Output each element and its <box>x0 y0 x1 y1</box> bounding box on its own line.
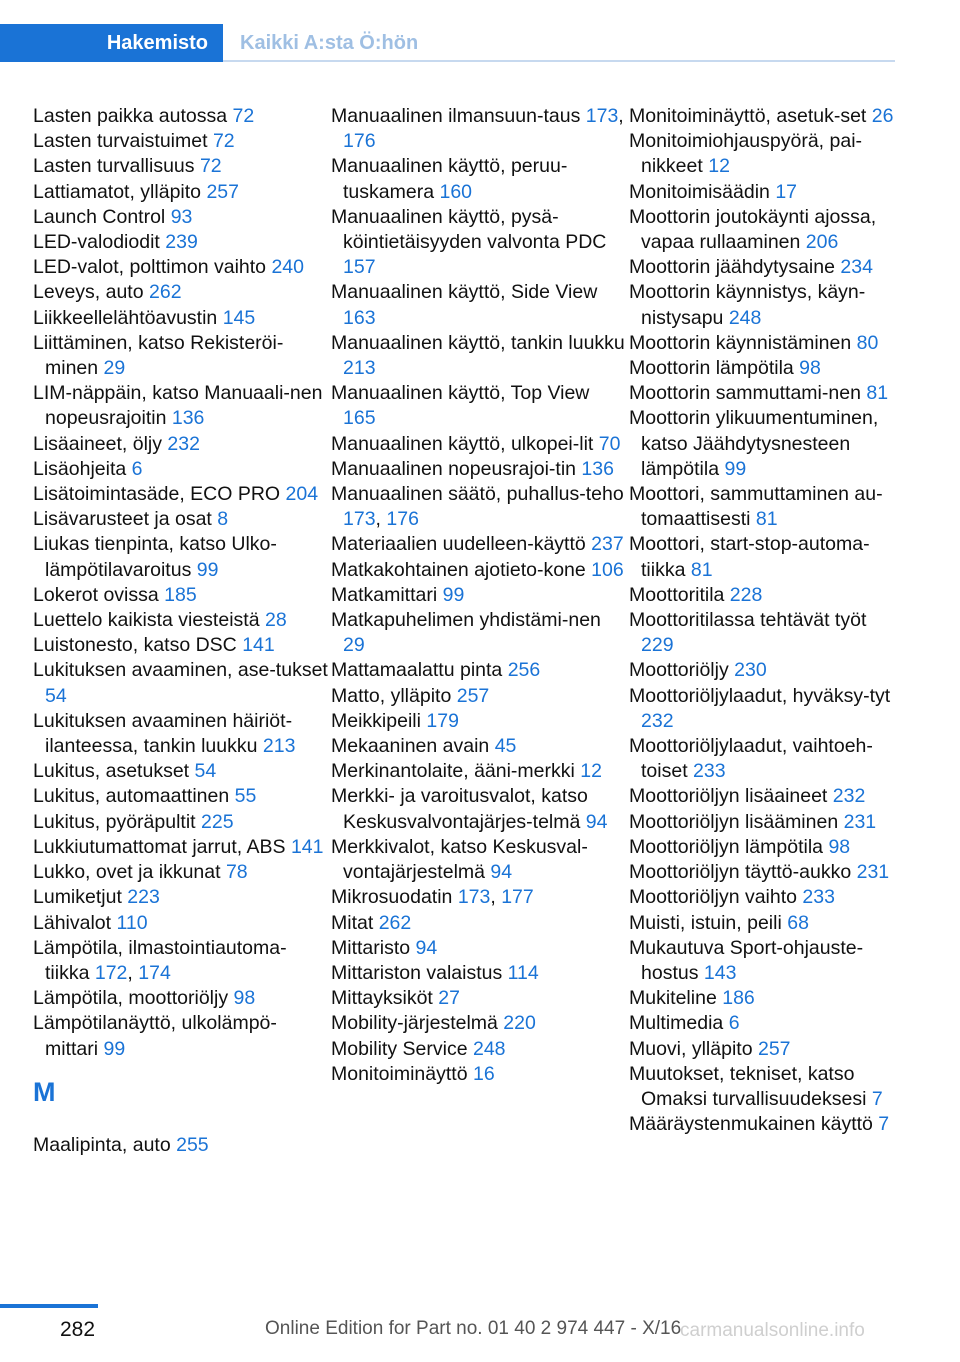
index-entry <box>33 457 329 482</box>
index-entry-term: Manuaalinen käyttö, pysä‐köintietäisyyden valvonta PDC <box>331 205 607 254</box>
index-entry-term: Manuaalinen käyttö, peruu‐tuskamera <box>331 155 568 203</box>
page-reference-link[interactable]: 185 <box>164 583 197 606</box>
page-reference-link[interactable]: 240 <box>271 256 304 279</box>
index-entry <box>33 633 329 658</box>
index-entry <box>629 356 899 381</box>
page-reference-link[interactable]: 17 <box>775 180 798 203</box>
page-reference-separator: , <box>127 961 139 984</box>
index-entry <box>331 280 627 330</box>
page-reference-link[interactable]: 213 <box>262 735 296 758</box>
index-entry-term: Lisäohjeita <box>33 457 127 480</box>
page-reference-link[interactable]: 173 <box>457 886 491 909</box>
index-entry <box>629 684 899 734</box>
index-entry-term: Leveys, auto <box>33 281 144 304</box>
index-entry <box>33 860 329 885</box>
page-reference-link[interactable]: 136 <box>171 407 205 430</box>
page-reference-link[interactable]: 257 <box>456 684 490 707</box>
page-reference-separator: , <box>490 886 502 909</box>
page-reference-link[interactable]: 262 <box>149 281 182 304</box>
index-entry <box>331 986 627 1011</box>
page-reference-link[interactable]: 29 <box>103 357 126 380</box>
index-entry <box>629 860 899 885</box>
index-entry-term: Liittäminen, katso Rekisteröi‐minen <box>33 331 284 380</box>
page-reference-link[interactable]: 7 <box>878 1113 890 1136</box>
index-entry <box>331 936 627 961</box>
index-entry-term: Lukko, ovet ja ikkunat <box>33 861 221 884</box>
index-entry <box>331 104 627 154</box>
page-reference-link[interactable]: 99 <box>196 558 219 581</box>
index-entry <box>33 306 329 331</box>
page-reference-link[interactable]: 160 <box>439 180 473 203</box>
page-reference-separator: , <box>618 105 624 127</box>
page-reference-link[interactable]: 179 <box>426 709 459 732</box>
page-reference-link[interactable]: 220 <box>503 1012 536 1035</box>
index-entry <box>33 1011 329 1061</box>
page-reference-link[interactable]: 94 <box>585 810 608 833</box>
index-entry-term: Mittariston valaistus <box>331 961 503 984</box>
index-entry-term: Lämpötilanäyttö, ulkolämpö‐mittari <box>33 1012 277 1060</box>
index-entry-term: Monitoimisäädin <box>629 180 770 203</box>
index-entry <box>331 734 627 759</box>
page-reference-link[interactable]: 165 <box>343 407 376 430</box>
section-letter: M <box>33 1076 56 1107</box>
page-reference-link[interactable]: 28 <box>264 609 287 632</box>
index-entry <box>331 608 627 658</box>
index-entry-term: Manuaalinen käyttö, tankin luukku <box>331 331 625 354</box>
index-entry <box>33 784 329 809</box>
page-reference-link[interactable]: 248 <box>728 306 762 329</box>
page-reference-link[interactable]: 81 <box>690 558 713 581</box>
index-entry-term: Moottoriöljyn vaihto <box>629 886 797 909</box>
index-entry-term: Lattiamatot, ylläpito <box>33 180 202 203</box>
index-entry <box>331 835 627 885</box>
index-entry-term: Mukiteline <box>629 987 717 1010</box>
index-entry-term: Lukitus, asetukset <box>33 760 190 783</box>
index-entry-term: Mitat <box>331 911 374 934</box>
page-reference-link[interactable]: 72 <box>199 155 222 178</box>
index-entry-term: Moottoriöljyn täyttö‐aukko <box>629 861 852 884</box>
index-entry-term: Manuaalinen nopeusrajoi‐tin <box>331 457 576 480</box>
index-entry <box>629 784 899 809</box>
page-reference-link[interactable]: 98 <box>233 987 256 1010</box>
index-entry <box>629 1037 899 1062</box>
index-entry <box>629 810 899 835</box>
page-reference-link[interactable]: 94 <box>415 936 438 959</box>
index-entry-term: Mittayksiköt <box>331 987 433 1010</box>
index-entry <box>331 381 627 431</box>
index-entry <box>33 280 329 305</box>
index-entry-term: Matto, ylläpito <box>331 684 452 707</box>
page-reference-link[interactable]: 233 <box>802 886 835 909</box>
index-entry <box>33 583 329 608</box>
index-entry-term: Manuaalinen ilmansuun‐taus <box>331 105 581 127</box>
index-entry <box>33 381 329 431</box>
index-entry <box>629 104 899 129</box>
index-entry <box>629 1062 899 1112</box>
index-entry <box>629 658 899 683</box>
tab-kaikki[interactable]: Kaikki A:sta Ö:hön <box>240 32 419 54</box>
index-entry-term: Moottorin sammuttami‐nen <box>629 382 861 405</box>
index-entry <box>331 432 627 457</box>
page-reference-link[interactable]: 110 <box>116 911 148 934</box>
index-entry <box>33 180 329 205</box>
index-entry-term: Manuaalinen säätö, puhallus‐teho <box>331 483 624 506</box>
index-entry-term: Meikkipeili <box>331 709 421 732</box>
index-entry-term: Moottori, sammuttaminen au‐tomaattisesti <box>629 483 883 531</box>
page-reference-link[interactable]: 173 <box>343 508 376 531</box>
page-reference-link[interactable]: 141 <box>290 835 324 858</box>
footer-accent-bar <box>0 1304 98 1308</box>
index-entry <box>629 608 899 658</box>
edition-text: Online Edition for Part no. 01 40 2 974 447 - X/16 <box>265 1318 682 1339</box>
index-entry <box>629 180 899 205</box>
index-entry <box>33 911 329 936</box>
index-entry-term: Moottorin käynnistys, käyn‐nistysapu <box>629 281 866 329</box>
index-entry <box>331 885 627 910</box>
tab-hakemisto[interactable]: Hakemisto <box>0 24 223 62</box>
index-entry-term: Lisäaineet, öljy <box>33 432 162 455</box>
page-reference-link[interactable]: 98 <box>799 357 821 380</box>
index-entry <box>33 936 329 986</box>
page-reference-link[interactable]: 177 <box>501 886 534 909</box>
index-entry <box>33 608 329 633</box>
index-entry <box>629 205 899 255</box>
index-entry-term: Muutokset, tekniset, katso Omaksi turvallisuudeksesi <box>629 1062 867 1110</box>
index-entry <box>629 734 899 784</box>
page-header <box>0 24 895 62</box>
page-reference-link[interactable]: 70 <box>598 432 621 455</box>
index-entry-term: Manuaalinen käyttö, ulkopei‐lit <box>331 432 594 455</box>
index-entry-term: LED-valot, polttimon vaihto <box>33 256 267 279</box>
index-entry <box>331 911 627 936</box>
page-reference-link[interactable]: 206 <box>805 231 839 254</box>
index-entry <box>629 255 899 280</box>
index-entry-term: Mobility Service <box>331 1037 468 1060</box>
index-entry-term: Materiaalien uudelleen‐käyttö <box>331 533 586 556</box>
page-reference-link[interactable]: 7 <box>871 1087 883 1110</box>
index-entry <box>629 835 899 860</box>
index-entry-term: Määräystenmukainen käyttö <box>629 1113 873 1136</box>
index-entry <box>331 684 627 709</box>
page-reference-link[interactable]: 106 <box>591 558 624 581</box>
index-entry-term: Muovi, ylläpito <box>629 1037 753 1060</box>
index-entry <box>629 911 899 936</box>
index-entry <box>33 255 329 280</box>
index-entry-term: Matkapuhelimen yhdistämi‐nen <box>331 609 601 632</box>
page-reference-link[interactable]: 232 <box>832 785 866 808</box>
index-entry-term: Lähivalot <box>33 911 112 934</box>
page-reference-link[interactable]: 213 <box>343 357 376 380</box>
index-entry-term: Manuaalinen käyttö, Side View <box>331 281 598 304</box>
index-entry <box>33 205 329 230</box>
page-reference-link[interactable]: 233 <box>693 760 726 783</box>
index-entry <box>33 129 329 154</box>
index-entry-term: Mittaristo <box>331 936 411 959</box>
index-entry <box>33 759 329 784</box>
index-entry-term: Maalipinta, auto <box>33 1133 171 1156</box>
index-entry <box>33 810 329 835</box>
index-entry-term: Lisävarusteet ja osat <box>33 508 212 531</box>
page-reference-link[interactable]: 94 <box>490 861 513 884</box>
page-reference-link[interactable]: 72 <box>232 105 255 127</box>
index-entry <box>629 936 899 986</box>
index-entry <box>33 1133 329 1158</box>
index-entry <box>629 1112 899 1137</box>
index-entry-term: Lokerot ovissa <box>33 583 159 606</box>
index-entry-term: Merkkivalot, katso Keskusval‐vontajärjestelmä <box>331 835 588 884</box>
index-entry-term: Luettelo kaikista viesteistä <box>33 609 260 632</box>
index-entry <box>629 406 899 482</box>
index-entry-term: Moottoritilassa tehtävät työt <box>629 609 867 632</box>
index-entry-term: Lämpötila, ilmastointiautoma‐tiikka <box>33 936 287 984</box>
index-entry <box>629 583 899 608</box>
index-entry-term: Matkamittari <box>331 583 438 606</box>
index-entry <box>331 759 627 784</box>
index-entry-term: Lukituksen avaaminen häiriöt‐ilanteessa, tankin luukku <box>33 709 293 758</box>
index-entry-term: Multimedia <box>629 1012 724 1035</box>
index-entry-term: Moottorin joutokäynti ajossa, vapaa rullaaminen <box>629 205 877 254</box>
index-entry-term: Mattamaalattu pinta <box>331 659 503 682</box>
index-entry-term: Moottoriöljylaadut, hyväksy‐tyt <box>629 684 891 707</box>
page-reference-link[interactable]: 230 <box>734 659 767 682</box>
page-reference-link[interactable]: 256 <box>507 659 541 682</box>
index-entry <box>331 457 627 482</box>
page-reference-link[interactable]: 6 <box>131 457 143 480</box>
page-reference-link[interactable]: 248 <box>472 1037 506 1060</box>
index-entry <box>331 1062 627 1087</box>
page-reference-link[interactable]: 231 <box>856 861 890 884</box>
index-entry <box>629 331 899 356</box>
page-reference-link[interactable]: 72 <box>212 130 235 153</box>
page-reference-link[interactable]: 54 <box>194 760 217 783</box>
page-reference-link[interactable]: 262 <box>378 911 412 934</box>
page-reference-link[interactable]: 98 <box>828 835 851 858</box>
page-reference-link[interactable]: 80 <box>856 331 879 354</box>
page-reference-link[interactable]: 232 <box>641 709 674 732</box>
index-entry <box>331 482 627 532</box>
index-entry <box>629 381 899 406</box>
index-entry-term: Moottorin lämpötila <box>629 357 794 380</box>
page-reference-link[interactable]: 93 <box>170 205 193 228</box>
index-entry-term: Lasten paikka autossa <box>33 105 228 127</box>
page-reference-link[interactable]: 173 <box>585 105 619 127</box>
page-reference-link[interactable]: 229 <box>641 634 674 657</box>
page-reference-link[interactable]: 257 <box>757 1037 791 1060</box>
page-reference-link[interactable]: 223 <box>127 886 160 909</box>
page-reference-link[interactable]: 234 <box>840 256 873 279</box>
index-entry <box>331 784 627 834</box>
index-entry <box>629 129 899 179</box>
index-entry-term: Matkakohtainen ajotieto‐kone <box>331 558 586 581</box>
index-entry-term: LIM-näppäin, katso Manuaali‐nen nopeusrajoitin <box>33 382 323 430</box>
index-entry <box>331 558 627 583</box>
index-entry-term: Luistonesto, katso DSC <box>33 634 237 657</box>
index-entry-term: Moottorin jäähdytysaine <box>629 256 835 279</box>
page-reference-link[interactable]: 204 <box>285 483 319 506</box>
header-divider <box>223 60 895 62</box>
page-reference-link[interactable]: 186 <box>722 987 755 1010</box>
index-entry <box>629 885 899 910</box>
page-reference-link[interactable]: 176 <box>343 130 376 153</box>
index-entry-term: Moottorin käynnistäminen <box>629 331 852 354</box>
index-entry-term: Manuaalinen käyttö, Top View <box>331 382 590 405</box>
index-entry <box>629 532 899 582</box>
index-entry <box>33 658 329 708</box>
index-entry-term: Moottoriöljy <box>629 659 729 682</box>
index-entry-term: Launch Control <box>33 205 166 228</box>
index-entry-term: Lisätoimintasäde, ECO PRO <box>33 483 281 506</box>
page-reference-link[interactable]: 81 <box>755 508 778 531</box>
index-entry <box>331 1011 627 1036</box>
index-entry <box>331 331 627 381</box>
page-reference-link[interactable]: 12 <box>580 760 602 783</box>
index-entry <box>33 532 329 582</box>
index-entry <box>33 835 329 860</box>
index-entry-term: Lämpötila, moottoriöljy <box>33 987 229 1010</box>
index-entry <box>33 230 329 255</box>
page-reference-link[interactable]: 174 <box>138 961 171 984</box>
page-reference-link[interactable]: 68 <box>787 911 809 934</box>
index-entry-term: Monitoimiohjauspyörä, pai‐nikkeet <box>629 130 863 178</box>
page-reference-link[interactable]: 225 <box>201 810 234 833</box>
page-reference-link[interactable]: 163 <box>343 306 376 329</box>
page-reference-link[interactable]: 45 <box>494 735 517 758</box>
page-reference-link[interactable]: 81 <box>866 382 889 405</box>
page-reference-link[interactable]: 237 <box>591 533 624 556</box>
index-entry-term: Mukautuva Sport-ohjauste‐hostus <box>629 936 864 984</box>
index-entry <box>33 154 329 179</box>
page-number: 282 <box>60 1318 96 1341</box>
index-entry-term: Moottoritila <box>629 583 725 606</box>
index-entry <box>331 658 627 683</box>
index-entry-term: Muisti, istuin, peili <box>629 911 782 934</box>
index-entry-term: Mikrosuodatin <box>331 886 453 909</box>
index-entry <box>33 709 329 759</box>
index-entry-term: LED-valodiodit <box>33 231 160 254</box>
index-entry <box>33 104 329 129</box>
page-reference-link[interactable]: 16 <box>472 1062 495 1085</box>
index-entry-term: Moottori, start-stop-automa‐tiikka <box>629 533 870 581</box>
index-entry-term: Moottoriöljyn lämpötila <box>629 835 824 858</box>
index-entry-term: Moottoriöljyn lisäaineet <box>629 785 828 808</box>
page-reference-link[interactable]: 55 <box>234 785 257 808</box>
page-reference-link[interactable]: 54 <box>45 684 67 707</box>
page-reference-link[interactable]: 239 <box>165 231 198 254</box>
index-column-2 <box>331 104 627 1087</box>
index-column-3 <box>629 104 899 1137</box>
index-entry-term: Lukitus, pyöräpultit <box>33 810 196 833</box>
page-reference-link[interactable]: 176 <box>386 508 419 531</box>
index-entry-term: Lukitus, automaattinen <box>33 785 230 808</box>
page-reference-link[interactable]: 157 <box>343 256 376 279</box>
index-entry-term: Mekaaninen avain <box>331 735 490 758</box>
page-reference-link[interactable]: 8 <box>217 508 229 531</box>
index-column-1 <box>33 104 329 1158</box>
watermark-text: carmanualsonline.info <box>680 1320 865 1341</box>
index-entry-term: Liikkeellelähtöavustin <box>33 306 218 329</box>
page-reference-link[interactable]: 99 <box>442 583 465 606</box>
index-entry <box>331 583 627 608</box>
index-entry <box>33 432 329 457</box>
index-entry-term: Lasten turvaistuimet <box>33 130 208 153</box>
page-reference-link[interactable]: 78 <box>225 861 248 884</box>
index-entry <box>331 709 627 734</box>
page-reference-link[interactable]: 136 <box>581 457 614 480</box>
page-reference-separator: , <box>375 508 387 531</box>
page-reference-link[interactable]: 27 <box>438 987 460 1010</box>
index-entry <box>331 1037 627 1062</box>
index-entry <box>629 280 899 330</box>
page-reference-link[interactable]: 231 <box>843 810 877 833</box>
page-reference-link[interactable]: 6 <box>728 1012 740 1035</box>
page-reference-link[interactable]: 145 <box>222 306 256 329</box>
page-reference-link[interactable]: 257 <box>206 180 239 203</box>
page-reference-link[interactable]: 114 <box>507 961 539 984</box>
page-reference-link[interactable]: 29 <box>343 634 365 657</box>
page-reference-link[interactable]: 12 <box>708 155 730 178</box>
page-reference-link[interactable]: 172 <box>94 961 128 984</box>
page-reference-link[interactable]: 141 <box>242 634 275 657</box>
page-reference-link[interactable]: 255 <box>176 1133 209 1156</box>
index-entry <box>629 986 899 1011</box>
page-reference-link[interactable]: 26 <box>871 105 894 127</box>
page-reference-link[interactable]: 228 <box>729 583 763 606</box>
index-entry <box>629 1011 899 1036</box>
index-entry-term: Monitoiminäyttö <box>331 1062 468 1085</box>
index-entry <box>33 885 329 910</box>
index-entry-term: Lukituksen avaaminen, ase‐tukset <box>33 659 328 682</box>
index-entry <box>331 532 627 557</box>
index-entry-term: Liukas tienpinta, katso Ulko‐lämpötilavaroitus <box>33 533 277 581</box>
index-entry-term: Moottorin ylikuumentuminen, katso Jäähdytysnesteen lämpötila <box>629 407 879 480</box>
page-reference-link[interactable]: 99 <box>103 1037 126 1060</box>
index-entry-term: Moottoriöljylaadut, vaihtoeh‐toiset <box>629 735 873 783</box>
index-entry <box>33 986 329 1011</box>
index-entry <box>33 482 329 507</box>
index-entry <box>33 507 329 532</box>
page-reference-link[interactable]: 99 <box>724 457 747 480</box>
index-entry-term: Merkki- ja varoitusvalot, katso Keskusvalvontajärjes‐telmä <box>331 785 588 833</box>
page-reference-link[interactable]: 232 <box>167 432 200 455</box>
index-entry <box>33 331 329 381</box>
index-entry-term: Moottoriöljyn lisääminen <box>629 810 839 833</box>
index-entry-term: Mobility-järjestelmä <box>331 1012 498 1035</box>
index-entry <box>331 154 627 204</box>
index-entry <box>629 482 899 532</box>
index-entry-term: Lukkiutumattomat jarrut, ABS <box>33 835 286 858</box>
index-entry-term: Lasten turvallisuus <box>33 155 195 178</box>
index-entry <box>331 205 627 281</box>
index-entry-term: Merkinantolaite, ääni‐merkki <box>331 760 575 783</box>
index-entry <box>331 961 627 986</box>
index-entry-term: Lumiketjut <box>33 886 122 909</box>
page-reference-link[interactable]: 143 <box>703 961 737 984</box>
index-entry-term: Monitoiminäyttö, asetuk‐set <box>629 105 867 127</box>
